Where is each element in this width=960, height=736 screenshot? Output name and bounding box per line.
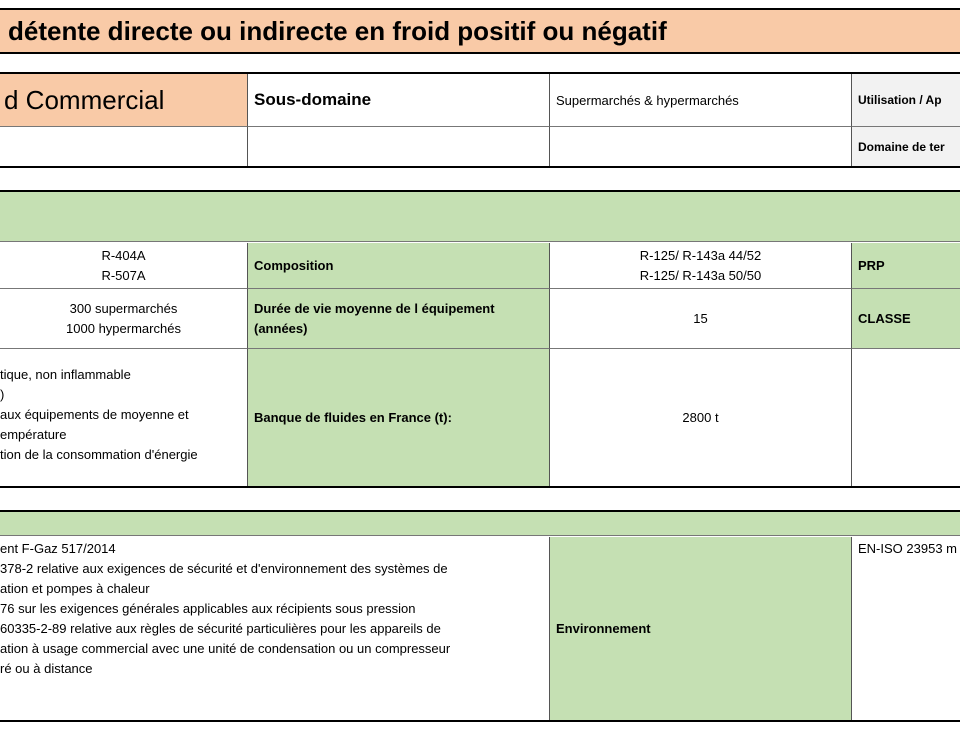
properties-cell	[0, 349, 248, 486]
page-title-bar	[0, 8, 960, 54]
composition-label-cell	[248, 243, 550, 289]
composition-label: Composition	[254, 257, 334, 273]
lifetime-label: Durée de vie moyenne de l équipement (années)	[254, 300, 495, 336]
iso-value: EN-ISO 23953 m	[858, 541, 957, 556]
subdomain-label: Sous-domaine	[254, 90, 372, 109]
page-title: détente directe ou indirecte en froid positif ou négatif	[8, 15, 667, 46]
lifetime-value-cell	[550, 289, 852, 349]
refrigerant-2: R-507A	[101, 267, 146, 283]
bank-empty-cell	[852, 349, 960, 486]
usage-label-cell	[852, 74, 960, 126]
regulation-line-1: ent F-Gaz 517/2014	[0, 541, 116, 556]
regulation-line-5: 60335-2-89 relative aux règles de sécurité particulières pour les appareils de	[0, 621, 441, 636]
count-line-1: 300 supermarchés	[69, 300, 178, 316]
refrigerants-cell	[0, 243, 248, 289]
regulation-line-7: ré ou à distance	[0, 661, 93, 676]
regulation-line-6: ation à usage commercial avec une unité de condensation ou un compresseur	[0, 641, 451, 656]
lifetime-label-cell	[248, 289, 550, 349]
regulation-text-cell	[0, 537, 550, 720]
domain-term-cell	[852, 126, 960, 166]
composition-value-1: R-125/ R-143a 44/52	[639, 247, 762, 263]
property-line-3: aux équipements de moyenne et	[0, 407, 189, 422]
header-empty-cell-1	[0, 126, 248, 166]
usage-label: Utilisation / Ap	[858, 93, 942, 107]
classe-label-cell	[852, 289, 960, 349]
environment-label: Environnement	[556, 620, 651, 636]
property-line-2: )	[0, 387, 5, 402]
iso-cell	[852, 537, 960, 720]
property-line-1: tique, non inflammable	[0, 367, 131, 382]
regulation-line-2: 378-2 relative aux exigences de sécurité et d'environnement des systèmes de	[0, 561, 448, 576]
prp-label: PRP	[858, 257, 885, 273]
bank-value-cell	[550, 349, 852, 486]
subdomain-value-cell	[550, 74, 852, 126]
regulation-section-header	[0, 512, 960, 536]
domain-term-label: Domaine de ter	[858, 139, 945, 154]
composition-value-2: R-125/ R-143a 50/50	[639, 267, 762, 283]
domain-label: d Commercial	[4, 84, 165, 115]
lifetime-value: 15	[693, 310, 708, 326]
property-line-4: empérature	[0, 427, 67, 442]
subdomain-label-cell	[248, 74, 550, 126]
environment-label-cell	[550, 537, 852, 720]
domain-cell	[0, 74, 248, 126]
subdomain-value: Supermarchés & hypermarchés	[556, 92, 739, 108]
classe-label: CLASSE	[858, 310, 911, 326]
bank-label-cell	[248, 349, 550, 486]
header-empty-cell-3	[550, 126, 852, 166]
bank-label: Banque de fluides en France (t):	[254, 409, 452, 425]
refrigerant-1: R-404A	[101, 247, 146, 263]
property-line-5: tion de la consommation d'énergie	[0, 447, 198, 462]
fluids-section-header	[0, 192, 960, 242]
count-cell	[0, 289, 248, 349]
count-line-2: 1000 hypermarchés	[66, 320, 181, 336]
prp-label-cell	[852, 243, 960, 289]
regulation-line-3: ation et pompes à chaleur	[0, 581, 150, 596]
composition-values-cell	[550, 243, 852, 289]
header-empty-cell-2	[248, 126, 550, 166]
bank-value: 2800 t	[682, 409, 719, 425]
regulation-line-4: 76 sur les exigences générales applicables aux récipients sous pression	[0, 601, 416, 616]
